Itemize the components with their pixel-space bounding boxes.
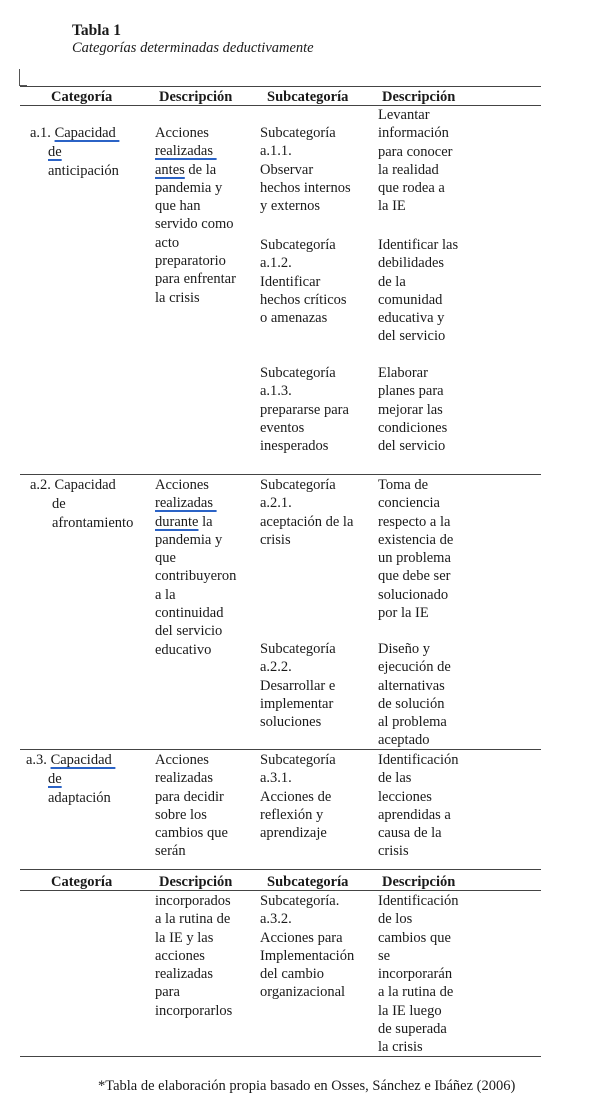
row1-sub3-desc: Elaborar planes para mejorar las condiciones del servicio — [378, 365, 448, 455]
row-divider-2 — [20, 749, 541, 750]
repeat-header-sub-description: Descripción — [382, 874, 456, 890]
row2-description: Acciones realizadas durante la pandemia y que contribuyeron a la continuidad del servicio educativo — [155, 477, 237, 658]
row1-sub2-name: Subcategoría a.1.2. Identificar hechos críticos o amenazas — [260, 237, 347, 327]
continuation-sub-name: Subcategoría. a.3.2. Acciones para Implementación del cambio organizacional — [260, 893, 355, 1001]
row1-sub2-desc: Identificar las debilidades de la comunidad educativa y del servicio — [378, 237, 459, 345]
row-divider-1 — [20, 474, 541, 475]
header-sub-description: Descripción — [382, 89, 456, 105]
header-category: Categoría — [51, 89, 113, 105]
repeat-header-subcategory: Subcategoría — [267, 874, 349, 890]
row2-category-line3: afrontamiento — [52, 515, 134, 531]
margin-marker-vertical — [19, 69, 20, 85]
table-footnote: *Tabla de elaboración propia basado en Osses, Sánchez e Ibáñez (2006) — [98, 1078, 516, 1094]
header-subcategory: Subcategoría — [267, 89, 349, 105]
row3-category-line1: a.3. Capacidad — [26, 752, 116, 768]
row2-sub1-desc: Toma de conciencia respecto a la existencia de un problema que debe ser solucionado por la IE — [378, 477, 454, 622]
continuation-description: incorporados a la rutina de la IE y las acciones realizadas para incorporarlos — [155, 893, 233, 1019]
row2-category-line2: de — [52, 496, 66, 512]
repeat-header-description: Descripción — [159, 874, 233, 890]
continuation-sub-desc: Identificación de los cambios que se incorporarán a la rutina de la IE luego de superada la crisis — [378, 893, 459, 1056]
row1-category-line3: anticipación — [48, 163, 119, 179]
row2-sub1-name: Subcategoría a.2.1. aceptación de la crisis — [260, 477, 354, 548]
row1-sub1-desc: Levantar información para conocer la realidad que rodea a la IE — [378, 107, 453, 215]
row2-sub2-name: Subcategoría a.2.2. Desarrollar e implementar soluciones — [260, 641, 336, 731]
row3-sub1-desc: Identificación de las lecciones aprendidas a causa de la crisis — [378, 752, 459, 860]
row1-category-line1: a.1. Capacidad — [30, 125, 120, 141]
table-subtitle: Categorías determinadas deductivamente — [72, 40, 314, 56]
row3-sub1-name: Subcategoría a.3.1. Acciones de reflexión y aprendizaje — [260, 752, 336, 842]
row1-category-line2: de — [48, 144, 62, 160]
row1-sub3-name: Subcategoría a.1.3. prepararse para eventos inesperados — [260, 365, 349, 455]
table-title: Tabla 1 — [72, 22, 121, 39]
row3-category-line3: adaptación — [48, 790, 111, 806]
row3-description: Acciones realizadas para decidir sobre los cambios que serán — [155, 752, 228, 860]
row3-category-line2: de — [48, 771, 62, 787]
page-break-rule — [20, 869, 541, 870]
row1-description: Acciones realizadas antes de la pandemia y que han servido como acto preparatorio para enfrentar la crisis — [155, 125, 236, 306]
row1-sub1-name: Subcategoría a.1.1. Observar hechos internos y externos — [260, 125, 351, 215]
table-bottom-rule — [20, 1056, 541, 1057]
header-top-rule — [20, 86, 541, 87]
row2-sub2-desc: Diseño y ejecución de alternativas de solución al problema aceptado — [378, 641, 451, 749]
header-description: Descripción — [159, 89, 233, 105]
repeat-header-category: Categoría — [51, 874, 113, 890]
row2-category-line1: a.2. Capacidad — [30, 477, 116, 493]
